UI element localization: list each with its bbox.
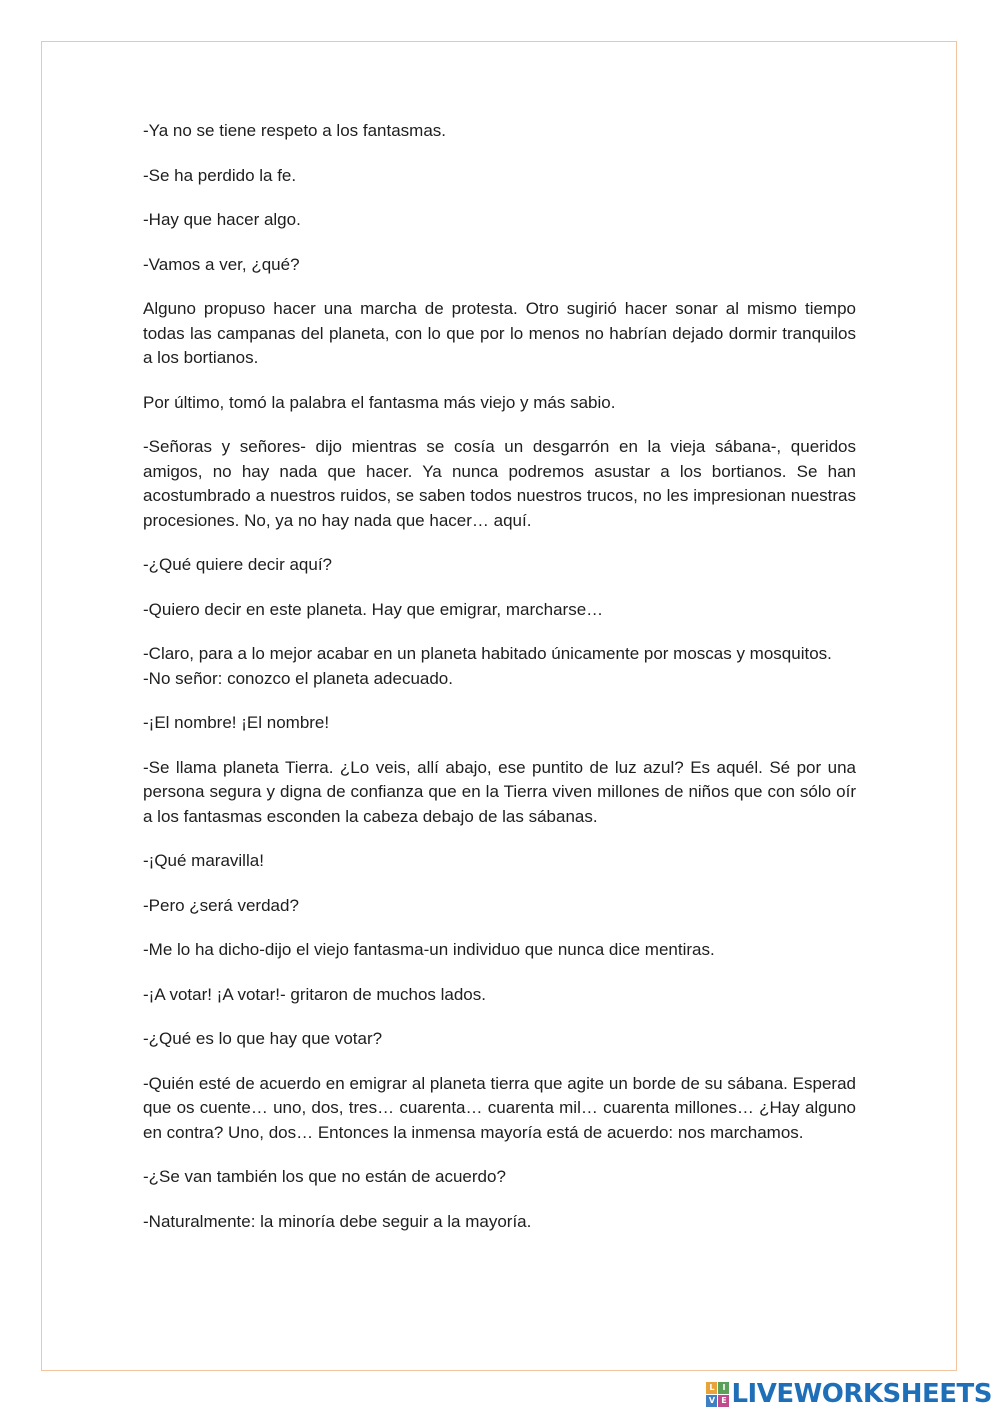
paragraph: -Quiero decir en este planeta. Hay que emigrar, marcharse… [143, 599, 604, 619]
paragraph: -Pero ¿será verdad? [143, 895, 299, 915]
paragraph: -Vamos a ver, ¿qué? [143, 254, 300, 274]
badge-letter: L [706, 1382, 717, 1394]
logo-badge-icon [706, 1382, 729, 1407]
paragraph: -Quién esté de acuerdo en emigrar al planeta tierra que agite un borde de su sábana. Esperad que os cuente… uno, dos, tres… cuarenta… cuarenta mil… cuarenta millones… ¿Hay alguno en contra? Uno, dos… Entonces la inmensa mayoría está de acuerdo: nos marchamos. [143, 1073, 856, 1142]
paragraph: -¿Se van también los que no están de acuerdo? [143, 1167, 506, 1186]
paragraph: -No señor: conozco el planeta adecuado. [143, 668, 453, 688]
badge-letter: V [706, 1395, 717, 1407]
paragraph: -¿Qué quiere decir aquí? [143, 555, 332, 574]
logo-text: LIVEWORKSHEETS [731, 1379, 992, 1409]
paragraph: -Se ha perdido la fe. [143, 165, 297, 185]
badge-letter: I [718, 1382, 729, 1394]
document-body [143, 119, 856, 1254]
paragraph: -Hay que hacer algo. [143, 210, 301, 229]
liveworksheets-logo[interactable] [706, 1381, 992, 1407]
paragraph: Por último, tomó la palabra el fantasma más viejo y más sabio. [143, 392, 616, 412]
paragraph: -Naturalmente: la minoría debe seguir a la mayoría. [143, 1211, 532, 1231]
paragraph: -Me lo ha dicho-dijo el viejo fantasma-un individuo que nunca dice mentiras. [143, 940, 715, 959]
paragraph: -Se llama planeta Tierra. ¿Lo veis, allí abajo, ese puntito de luz azul? Es aquél. Sé por una persona segura y digna de confianza que en la Tierra viven millones de niños que con sólo oír a los fantasmas esconden la cabeza debajo de las sábanas. [143, 757, 856, 826]
paragraph: -Claro, para a lo mejor acabar en un planeta habitado únicamente por moscas y mosquitos. [143, 644, 832, 663]
paragraph: -Ya no se tiene respeto a los fantasmas. [143, 121, 447, 140]
paragraph: -¡Qué maravilla! [143, 851, 264, 870]
paragraph: Alguno propuso hacer una marcha de protesta. Otro sugirió hacer sonar al mismo tiempo todas las campanas del planeta, con lo que por lo menos no habrían dejado dormir tranquilos a los bortianos. [143, 299, 856, 367]
paragraph: -Señoras y señores- dijo mientras se cosía un desgarrón en la vieja sábana-, queridos amigos, no hay nada que hacer. Ya nunca podremos asustar a los bortianos. Se han acostumbrado a nuestros ruidos, se saben todos nuestros trucos, no les impresionan nuestras procesiones. No, ya no hay nada que hacer… aquí. [143, 437, 856, 530]
paragraph: -¡El nombre! ¡El nombre! [143, 713, 330, 732]
badge-letter: E [718, 1395, 729, 1407]
paragraph: -¿Qué es lo que hay que votar? [143, 1029, 383, 1048]
paragraph: -¡A votar! ¡A votar!- gritaron de muchos lados. [143, 984, 486, 1004]
